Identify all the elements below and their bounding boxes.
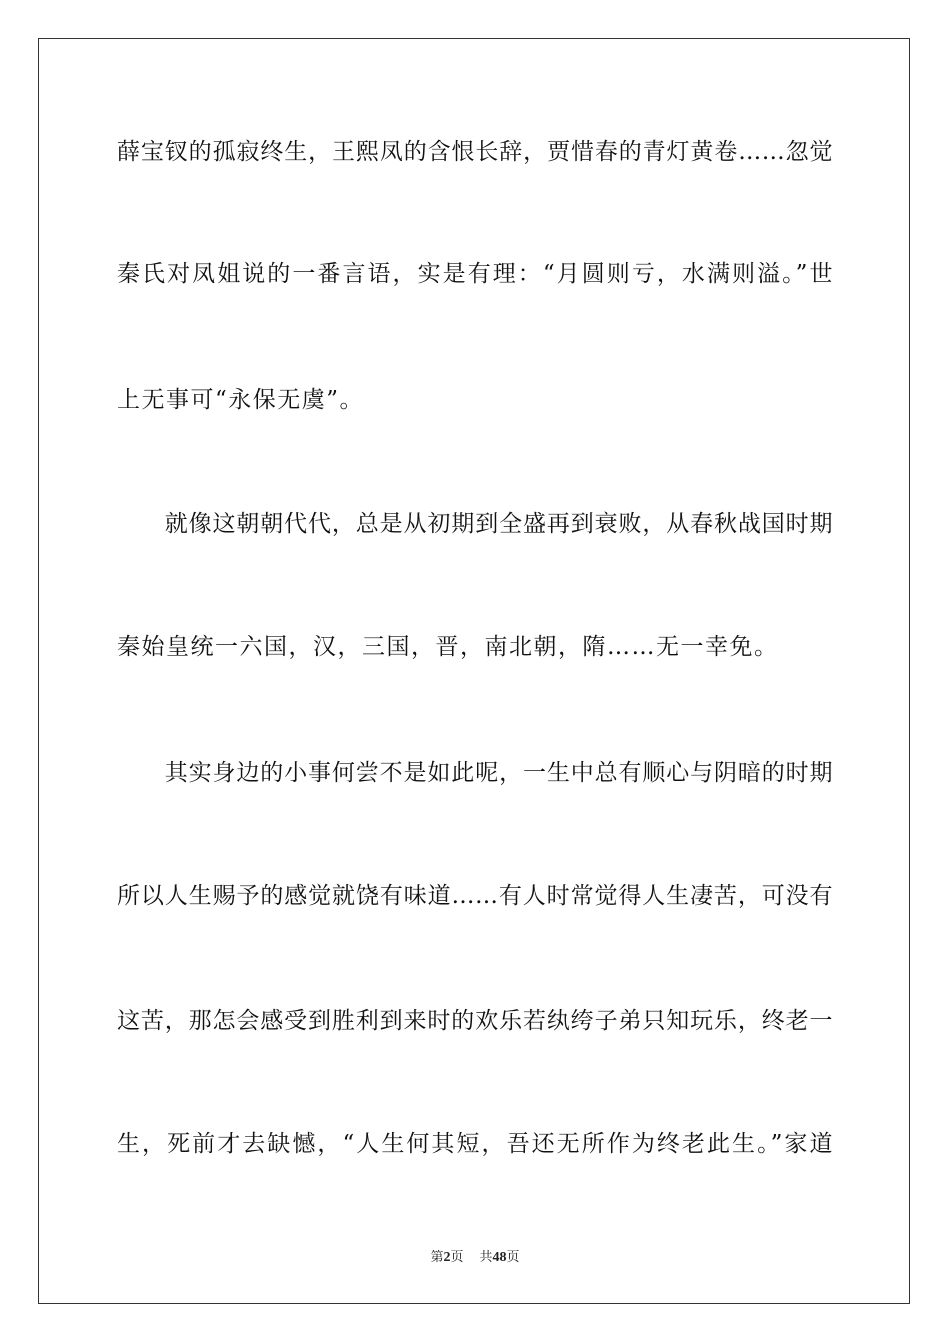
text-line-8: 这苦，那怎会感受到胜利到来时的欢乐若纨绔子弟只知玩乐，终老一 [117, 1008, 833, 1034]
text-line-5: 秦始皇统一六国，汉，三国，晋，南北朝，隋……无一幸免。 [117, 634, 779, 660]
text-line-1: 薛宝钗的孤寂终生，王熙凤的含恨长辞，贾惜春的青灯黄卷……忽觉 [117, 139, 833, 165]
total-suffix: 页 [506, 1250, 520, 1265]
text-line-3: 上无事可“永保无虞”。 [117, 387, 365, 413]
text-line-7: 所以人生赐予的感觉就饶有味道……有人时常觉得人生凄苦，可没有 [117, 883, 833, 909]
page-suffix: 页 [450, 1250, 464, 1265]
total-prefix: 共 [479, 1250, 493, 1265]
total-pages: 48 [492, 1250, 507, 1265]
text-line-2: 秦氏对凤姐说的一番言语，实是有理：“月圆则亏，水满则溢。”世 [117, 261, 833, 287]
page-prefix: 第 [430, 1250, 444, 1265]
text-line-6: 其实身边的小事何尝不是如此呢，一生中总有顺心与阴暗的时期 [117, 760, 833, 786]
text-line-9: 生，死前才去缺憾，“人生何其短，吾还无所作为终老此生。”家道 [117, 1131, 833, 1157]
page-footer [0, 1250, 950, 1266]
page-border [38, 38, 910, 1304]
page-number: 2 [443, 1250, 451, 1265]
text-line-4: 就像这朝朝代代，总是从初期到全盛再到衰败，从春秋战国时期 [117, 511, 833, 537]
